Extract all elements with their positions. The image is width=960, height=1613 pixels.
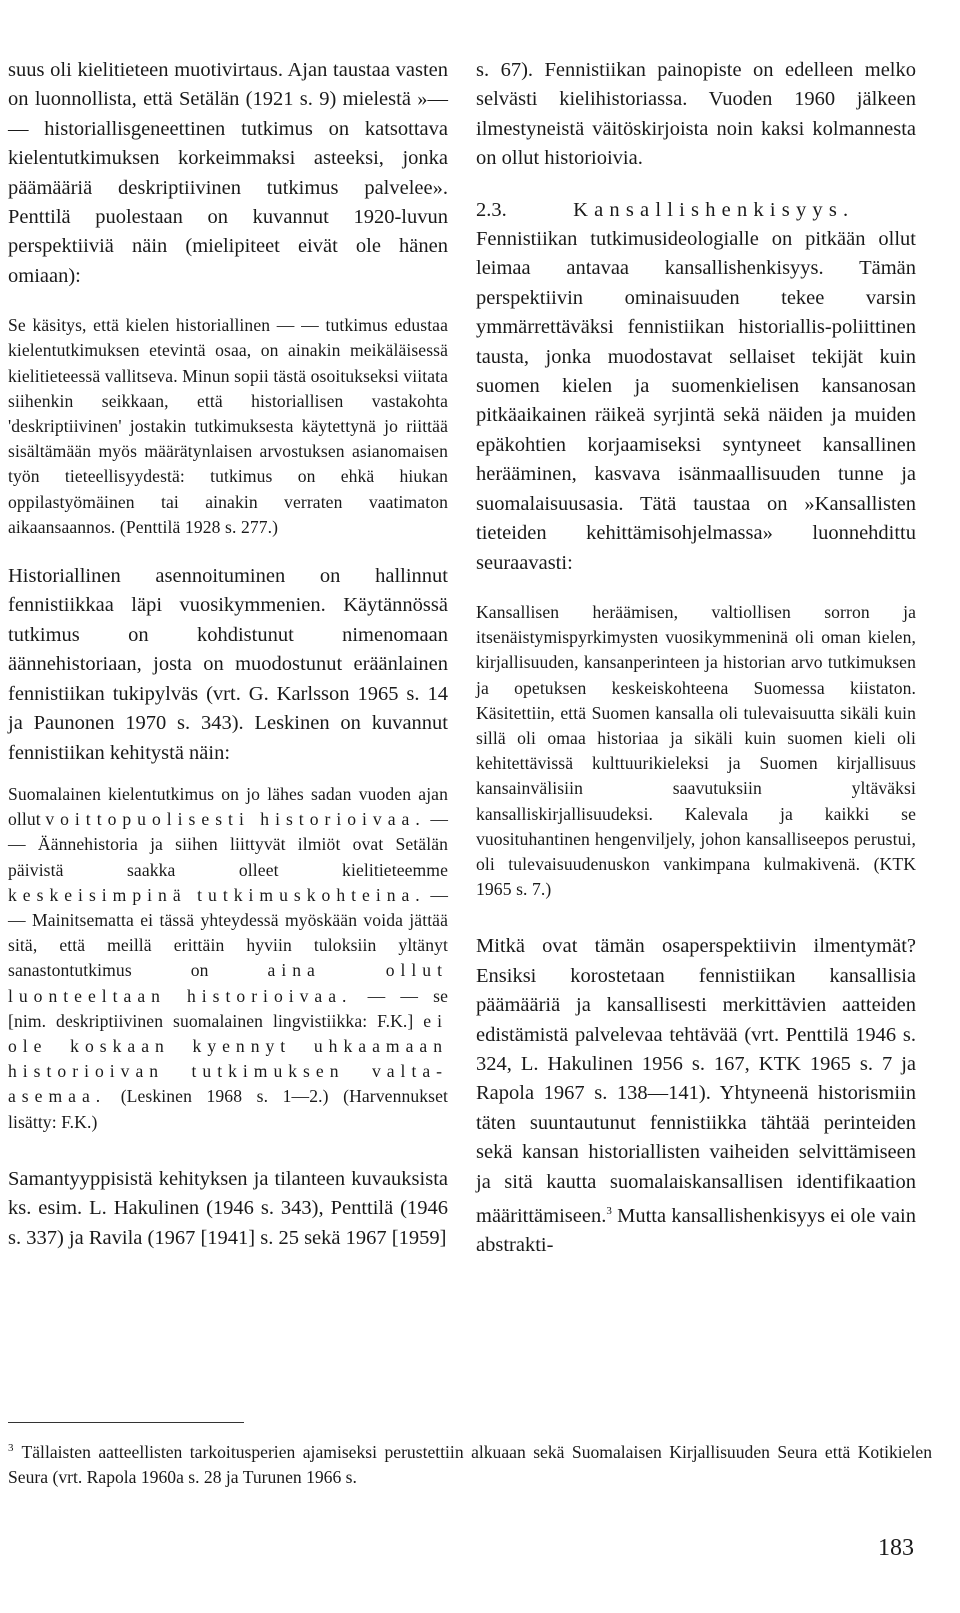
right-paragraph-3-end: Mutta kansallishenkisyys ei ole vain abstrakti- (476, 1204, 916, 1257)
right-block-quote: Kansallisen heräämisen, valtiollisen sorron ja itsenäistymispyrkimysten vuosikymmeninä oli oman kielen, kirjallisuuden, kansanperinteen ja historian arvo tutkimuksen ja opetuksen keskeiskohteena Suomessa kiistaton. Käsitettiin, että Suomen kansalla oli tulevaisuutta sikäli kuin sillä oli omaa historiaa ja sikäli kuin suomen kieli oli kehitettävissä kulttuurikieleksi ja Suomen kirjallisuus kansainvälisiin saavutuksiin yltäväksi kansalliskirjallisuudeksi. Kalevala ja kaikki se vuosituhantinen hengenviljely, johon kansalliseepos perustui, oli tulevaisuudenuskon vankimpana kulmakivenä. (KTK 1965 s. 7.) (476, 601, 916, 900)
footnote-reference: 3 (606, 1205, 612, 1217)
section-heading (476, 196, 916, 225)
right-paragraph-2: Fennistiikan tutkimusideologialle on pitkään ollut leimaa antavaa kansallishenkisyys. Tämän perspektiivin ominaisuuden tekee varsin ymmärrettäväksi fennistiikan historiallis-poliittinen tausta, jonka muodostavat sellaiset tekijät kuin suomen kielen ja suomenkielisen kansanosan pitkäaikainen räikeä syrjintä sekä näiden ja muiden epäkohtien korjaamiseksi syntyneet kansallinen herääminen, kasvava isänmaallisuuden tunne ja suomalaisuusasia. Tätä taustaa on »Kansallisten tieteiden kehittämisohjelmassa» luonnehdittu seuraavasti: (476, 228, 916, 574)
left-paragraph-2 (8, 562, 448, 768)
right-paragraph-3 (476, 932, 916, 1260)
quote2-spaced-d: keskeisimpinä tutkimuskohteina. (8, 884, 426, 905)
footnote-mark: 3 (8, 1442, 14, 1454)
page-number: 183 (878, 1535, 914, 1561)
left-column (8, 56, 448, 1253)
left-block-quote-1: Se käsitys, että kielen historiallinen — — tutkimus edustaa kielentutkimuksen etevintä osaa, on ainakin meikäläisessä kielitieteessä vallitseva. Minun sopii tästä osoitukseksi viitata siihenkin seikkaan, että historiallisen vastakohta 'deskriptiivinen' jostakin tutkimuksesta käytettynä jo riittää sisältämään myös määrätynlaisen arvostuksen asianomaisen työn tieteellisyydestä: tutkimus on ehkä hiukan oppilastyömäinen tai ainakin verraten vaatimaton aikaansaannos. (Penttilä 1928 s. 277.) (8, 315, 448, 537)
section-number: 2.3. (476, 198, 507, 221)
left-paragraph-2-text: Historiallinen asennoituminen on hallinnut fennistiikkaa läpi vuosikymmenien. Käytännössä tutkimus on kohdistunut nimenomaan äännehistoriaan, josta on muodostunut eräänlainen fennistiikan tukipylväs (vrt. G. Karlsson 1965 s. 14 ja Paunonen 1970 s. 343). Leskinen on kuvannut fennistiikan kehitystä näin: (8, 565, 448, 764)
right-column (476, 56, 916, 1261)
quote2-part-c: — — Äännehistoria ja siihen liittyvät ilmiöt ovat Setälän päivistä saakka olleet kielitieteemme (8, 809, 449, 880)
footnote (8, 1436, 932, 1491)
left-paragraph-1: suus oli kielitieteen muotivirtaus. Ajan taustaa vasten on luonnollista, että Setälän (1921 s. 9) mielestä »— — historiallisgeneettinen tutkimus on katsottava kielentutkimuksen korkeimmaksi asteeksi, jonka päämääriä deskriptiivinen tutkimus palvelee». Penttilä puolestaan on kuvannut 1920-luvun perspektiiviä näin (mielipiteet eivät ole hänen omiaan): (8, 59, 448, 287)
left-paragraph-3: Samantyyppisistä kehityksen ja tilanteen kuvauksista ks. esim. L. Hakulinen (1946 s. 343), Penttilä (1946 s. 337) ja Ravila (1967 [1941] s. 25 sekä 1967 [1959] (8, 1167, 448, 1249)
section-title: Kansallishenkisyys. (573, 198, 855, 221)
quote2-part-i: (Leskinen 1968 s. 1—2.) (Harvennukset lisätty: F.K.) (8, 1086, 448, 1132)
quote2-part-g: — — se [nim. deskriptiivinen suomalainen lingvistiikka: F.K.] (8, 985, 449, 1031)
quote2-spaced-a: voittopuolisesti historioivaa. (45, 809, 426, 830)
footnote-divider (8, 1422, 244, 1423)
right-paragraph-3-text: Mitkä ovat tämän osaperspektiivin ilmentymät? Ensiksi korostetaan fennistiikan kansallisia päämääriä ja kansallisesti merkittävien aatteiden edistämistä palvelevaa tehtävää (vrt. Penttilä 1946 s. 324, L. Hakulinen 1956 s. 167, KTK 1965 s. 7 ja Rapola 1967 s. 138—141). Yhtyneenä historismiin täten suuntautunut fennistiikka tähtää perinteiden sekä kansan historiallisten vaiheiden selvittämiseen ja sitä kautta suomalaiskansallisen identifikaation määrittämiseen. (476, 935, 916, 1227)
quote2-part-a: Suomalainen kielentutkimus on jo lähes sadan vuoden ajan ollut (8, 783, 448, 830)
right-paragraph-1: s. 67). Fennistiikan painopiste on edelleen melko selvästi kielihistoriassa. Vuoden 1960 jälkeen ilmestyneistä väitöskirjoista noin kaksi kolmannesta on ollut historioivia. (476, 59, 916, 170)
quote2-spaced-f: aina ollut luonteeltaan historioivaa. (8, 960, 448, 1006)
left-block-quote-2 (8, 782, 448, 1135)
footnote-text: Tällaisten aatteellisten tarkoitusperien ajamiseksi perustettiin alkuaan sekä Suomalaisen Kirjallisuuden Seura että Kotikielen Seura (vrt. Rapola 1960a s. 28 ja Turunen 1966 s. (8, 1441, 932, 1488)
quote2-spaced-h: ei ole koskaan kyennyt uhkaamaan historioivan tutkimuksen valta-asemaa. (8, 1010, 448, 1107)
quote2-part-e: — — Mainitsematta ei tässä yhteydessä myöskään voida jättää sitä, että meillä erittäin hyviin tuloksiin yltänyt sanastontutkimus on (8, 884, 449, 981)
